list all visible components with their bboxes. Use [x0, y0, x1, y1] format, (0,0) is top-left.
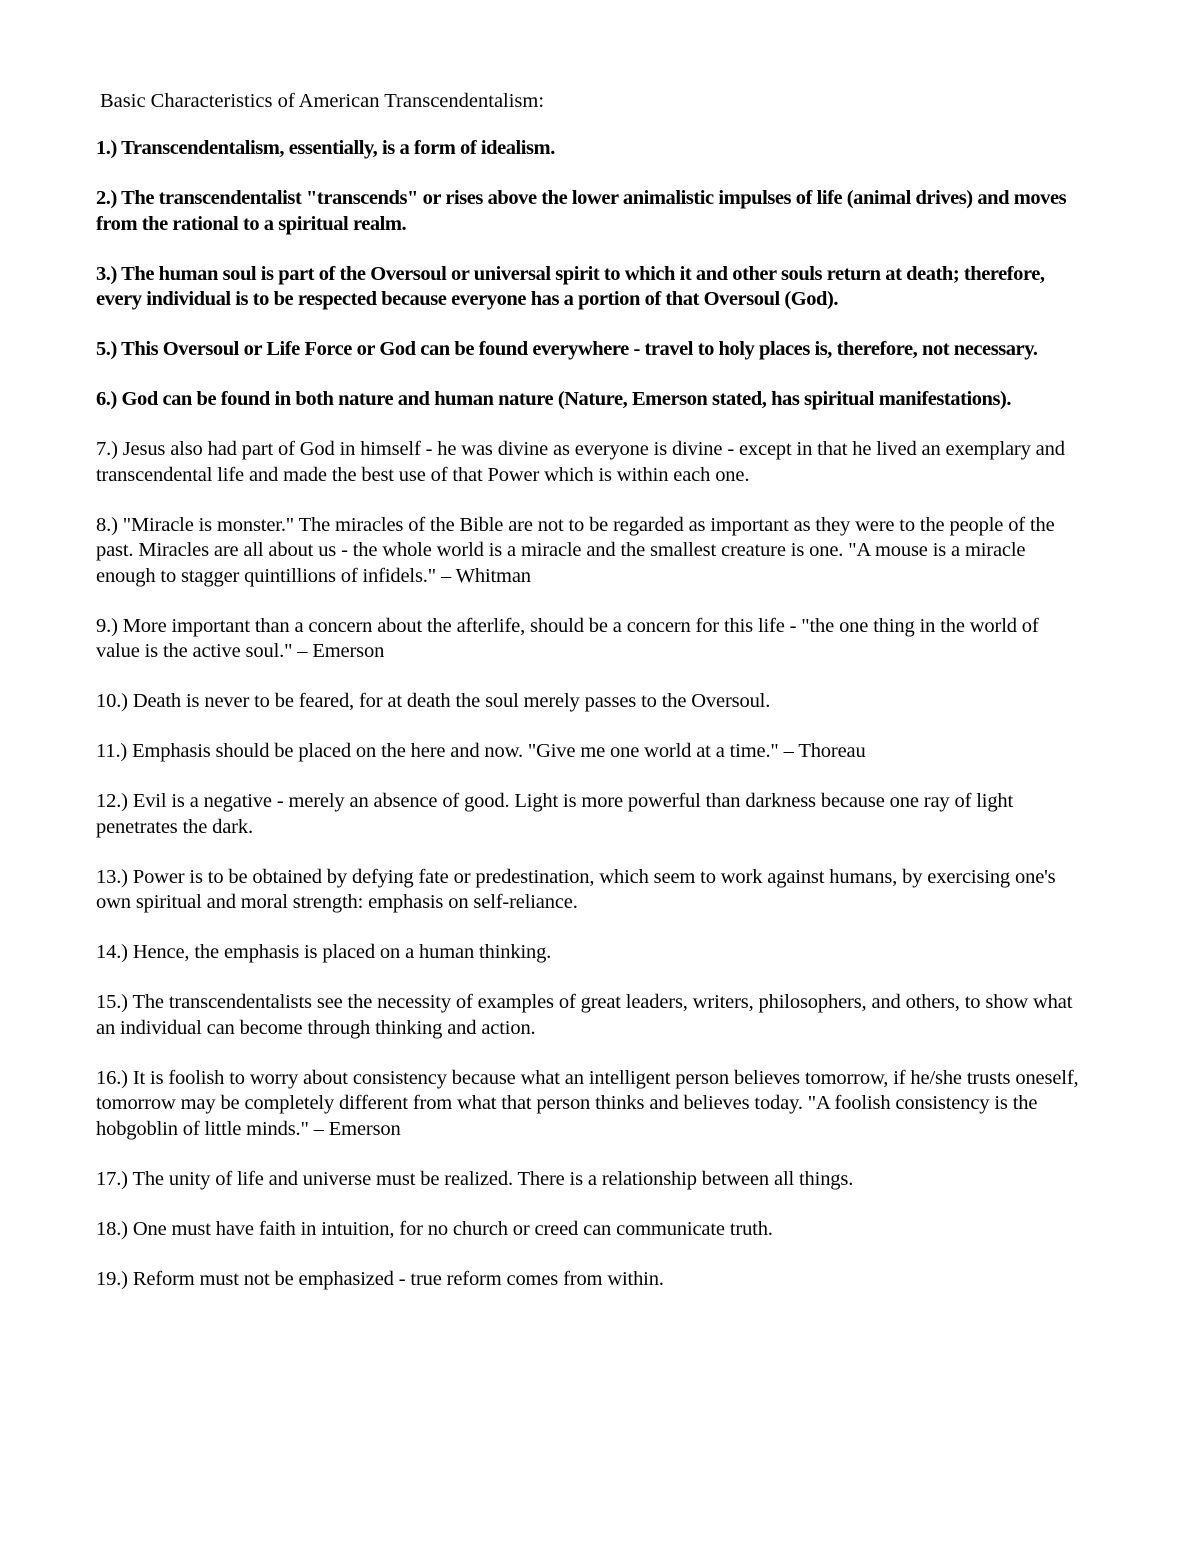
list-item: 1.) Transcendentalism, essentially, is a form of idealism.: [96, 137, 555, 159]
list-item: 13.) Power is to be obtained by defying fate or predestination, which seem to work against humans, by exercising one's own spiritual and moral strength: emphasis on self-reliance.: [96, 865, 1056, 913]
list-item: 2.) The transcendentalist "transcends" or rises above the lower animalistic impulses of life (animal drives) and moves from the rational to a spiritual realm.: [96, 187, 1067, 235]
list-item: 10.) Death is never to be feared, for at death the soul merely passes to the Oversoul.: [96, 690, 771, 712]
list-item: 11.) Emphasis should be placed on the here and now. "Give me one world at a time." – Thoreau: [96, 740, 866, 762]
document-content: [96, 88, 1086, 1317]
list-item: 3.) The human soul is part of the Oversoul or universal spirit to which it and other souls return at death; therefore, every individual is to be respected because everyone has a portion of that Oversoul (God).: [96, 262, 1045, 310]
list-item: 7.) Jesus also had part of God in himself - he was divine as everyone is divine - except in that he lived an exemplary and transcendental life and made the best use of that Power which is within each one.: [96, 438, 1065, 486]
list-item: 18.) One must have faith in intuition, for no church or creed can communicate truth.: [96, 1217, 773, 1240]
list-item: 9.) More important than a concern about the afterlife, should be a concern for this life - "the one thing in the world of value is the active soul." – Emerson: [96, 614, 1039, 662]
list-item: 15.) The transcendentalists see the necessity of examples of great leaders, writers, philosophers, and others, to show what an individual can become through thinking and action.: [96, 991, 1073, 1039]
list-item: 14.) Hence, the emphasis is placed on a human thinking.: [96, 941, 552, 963]
list-item: 8.) "Miracle is monster." The miracles of the Bible are not to be regarded as important as they were to the people of the past. Miracles are all about us - the whole world is a miracle and the smallest creature is one. "A mouse is a miracle enough to stagger quintillions of infidels." – Whitman: [96, 513, 1055, 587]
list-item: 12.) Evil is a negative - merely an absence of good. Light is more powerful than darkness because one ray of light penetrates the dark.: [96, 790, 1014, 838]
list-item: 6.) God can be found in both nature and human nature (Nature, Emerson stated, has spiritual manifestations).: [96, 388, 1012, 410]
list-item: 19.) Reform must not be emphasized - true reform comes from within.: [96, 1267, 664, 1290]
list-item: 16.) It is foolish to worry about consistency because what an intelligent person believes tomorrow, if he/she trusts oneself, tomorrow may be completely different from what that person thinks and believes today. "A foolish consistency is the hobgoblin of little minds." – Emerson: [96, 1066, 1079, 1140]
list-item: 17.) The unity of life and universe must be realized. There is a relationship between all things.: [96, 1167, 854, 1190]
document-title: Basic Characteristics of American Transcendentalism:: [100, 90, 545, 112]
list-item: 5.) This Oversoul or Life Force or God can be found everywhere - travel to holy places is, therefore, not necessary.: [96, 338, 1038, 360]
